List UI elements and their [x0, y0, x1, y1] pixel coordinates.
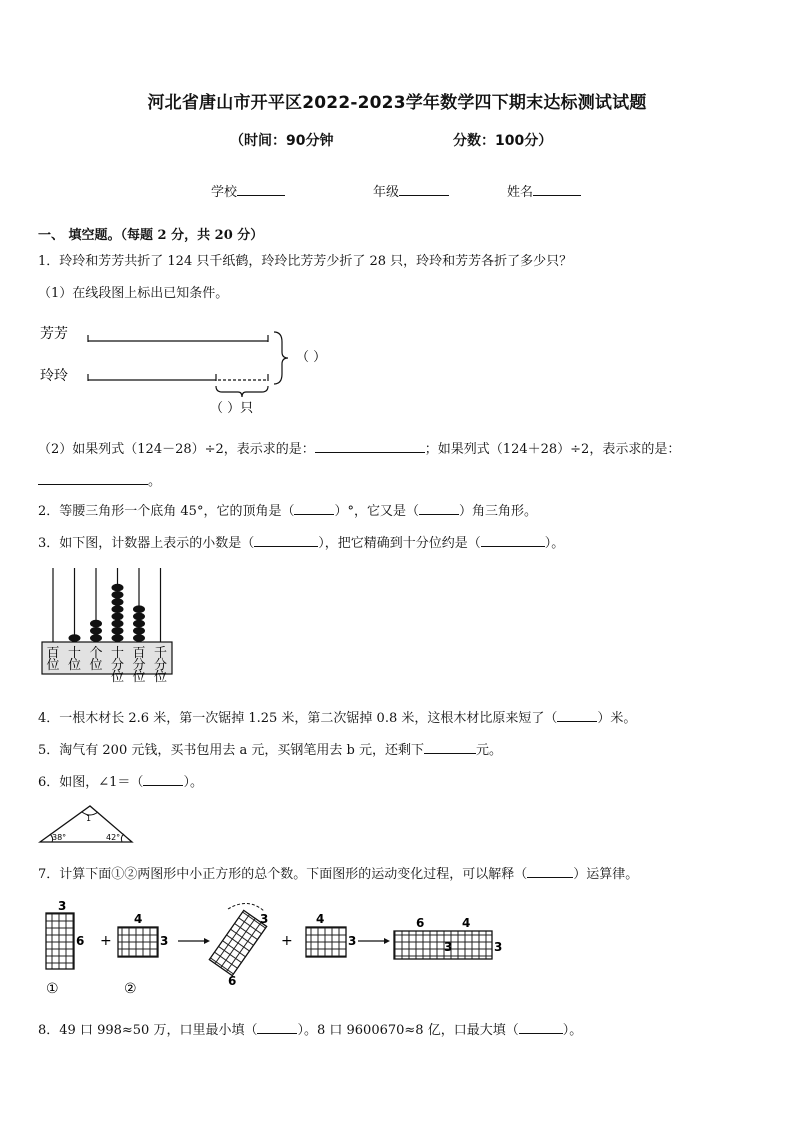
- abacus-place-label: 百: [46, 646, 60, 661]
- abacus-bead: [112, 605, 124, 613]
- abacus-bead: [133, 613, 145, 621]
- question-1-sub1: （1）在线段图上标出已知条件。: [38, 286, 229, 301]
- q3-part-b: ），把它精确到十分位约是（: [318, 536, 481, 551]
- question-7: [38, 863, 638, 882]
- q7-part-b: ）运算律。: [573, 867, 639, 882]
- q8-blank-2[interactable]: [519, 1021, 563, 1034]
- q1-sub2-part-b: ；如果列式（124＋28）÷2，表示求的是：: [424, 442, 681, 457]
- abacus-place-label: 千: [153, 646, 168, 661]
- question-4: [38, 707, 636, 726]
- school-label: 学校: [211, 185, 238, 200]
- abacus-bead: [112, 598, 124, 606]
- q1-blank-1[interactable]: [315, 440, 425, 453]
- abacus-place-label: 百: [132, 646, 146, 661]
- abacus-bead: [90, 627, 102, 635]
- abacus-place-label: 位: [153, 670, 168, 685]
- figure-1-label: ①: [46, 981, 59, 997]
- rotation-arrow: [228, 903, 264, 911]
- abacus-place-label: 分: [110, 658, 125, 673]
- total-paren: （ ）: [296, 350, 327, 365]
- abacus-bead: [133, 605, 145, 613]
- q5-part-a: 5．淘气有 200 元钱，买书包用去 a 元，买钢笔用去 b 元，还剩下: [38, 743, 424, 758]
- abacus-place-label: 位: [46, 658, 60, 673]
- q6-part-a: 6．如图，∠1＝（: [38, 775, 144, 790]
- name-field[interactable]: [507, 181, 581, 200]
- q7-blank[interactable]: [527, 865, 573, 878]
- figure-2-copy-grid: [306, 927, 346, 957]
- abacus-bead: [112, 634, 124, 642]
- abacus-bead: [112, 584, 124, 592]
- section-heading: 一、 填空题。（每题 2 分，共 20 分）: [38, 228, 264, 243]
- rot-label-6: 6: [228, 974, 237, 988]
- abacus-bead: [133, 620, 145, 628]
- square-count-figure: [38, 893, 518, 1003]
- abacus-bead: [69, 634, 81, 642]
- combined-mid-label: 3: [444, 940, 453, 954]
- q2-part-c: ）角三角形。: [458, 504, 537, 519]
- question-3: [38, 532, 564, 551]
- abacus-bead: [112, 627, 124, 635]
- total-brace: [274, 332, 288, 384]
- abacus-place-label: 位: [132, 670, 146, 685]
- abacus-bead: [90, 620, 102, 628]
- q2-blank-2[interactable]: [419, 502, 459, 515]
- triangle-figure: [38, 800, 138, 846]
- question-1-text: 1．玲玲和芳芳共折了 124 只千纸鹤，玲玲比芳芳少折了 28 只，玲玲和芳芳各折了多少只？: [38, 254, 573, 269]
- abacus-place-label: 十: [67, 646, 82, 661]
- question-1-sub2-cont: [38, 470, 161, 489]
- grade-label: 年级: [373, 185, 400, 200]
- question-2: [38, 500, 537, 519]
- q2-blank-1[interactable]: [294, 502, 334, 515]
- q2-part-b: ）°，它又是（: [334, 504, 419, 519]
- fig1-width-label: 3: [58, 899, 67, 913]
- combined-label-6: 6: [416, 916, 425, 930]
- combined-grid: [394, 931, 492, 959]
- angle-left-label: 38°: [52, 833, 67, 842]
- q4-part-a: 4．一根木材长 2.6 米，第一次锯掉 1.25 米，第二次锯掉 0.8 米，这根木材比原来短了（: [38, 711, 558, 726]
- school-blank[interactable]: [237, 183, 285, 196]
- abacus-bead: [133, 627, 145, 635]
- combined-label-4: 4: [462, 916, 471, 930]
- plus-sign-1: +: [100, 933, 112, 949]
- abacus-bead: [133, 634, 145, 642]
- abacus-place-label: 分: [132, 658, 146, 673]
- difference-paren: （ ）只: [210, 401, 254, 416]
- q8-part-a: 8．49 口 998≈50 万，口里最小填（: [38, 1023, 258, 1038]
- fig2-width-label: 4: [134, 912, 143, 926]
- abacus-place-label: 位: [89, 658, 103, 673]
- school-field[interactable]: [211, 181, 285, 200]
- line-segment-diagram: [38, 318, 378, 418]
- question-6: [38, 771, 203, 790]
- q5-blank[interactable]: [424, 741, 476, 754]
- q4-part-b: ）米。: [597, 711, 637, 726]
- abacus-bead: [112, 591, 124, 599]
- q1-sub2-part-a: （2）如果列式（124－28）÷2，表示求的是：: [38, 442, 315, 457]
- q3-blank-2[interactable]: [481, 534, 545, 547]
- exam-time: （时间：90分钟: [230, 133, 334, 149]
- q3-part-c: ）。: [544, 536, 565, 551]
- q1-blank-2[interactable]: [38, 472, 148, 485]
- q7-part-a: 7．计算下面①②两图形中小正方形的总个数。下面图形的运动变化过程，可以解释（: [38, 867, 528, 882]
- abacus-place-label: 个: [89, 646, 103, 661]
- label-fangfang: 芳芳: [40, 326, 68, 342]
- abacus-place-label: 十: [110, 646, 125, 661]
- q3-part-a: 3．如下图，计数器上表示的小数是（: [38, 536, 255, 551]
- exam-score: 分数：100分）: [453, 133, 553, 149]
- abacus-bead: [90, 634, 102, 642]
- q4-blank[interactable]: [557, 709, 597, 722]
- q8-blank-1[interactable]: [257, 1021, 297, 1034]
- name-label: 姓名: [507, 185, 534, 200]
- q1-sub2-end: 。: [148, 474, 162, 489]
- abacus-base: [42, 642, 172, 674]
- arrow-2-head: [384, 938, 390, 944]
- question-5: [38, 739, 502, 758]
- fig1-height-label: 6: [76, 934, 85, 948]
- plus-sign-2: +: [281, 933, 293, 949]
- arrow-1-head: [204, 938, 210, 944]
- q8-part-c: ）。: [562, 1023, 583, 1038]
- fig2b-height-label: 3: [348, 934, 357, 948]
- abacus-bead: [112, 613, 124, 621]
- angle-1-label: 1: [86, 814, 92, 823]
- figure-2-grid: [118, 927, 158, 957]
- q5-part-b: 元。: [475, 743, 502, 758]
- angle-right-label: 42°: [106, 833, 121, 842]
- grade-blank[interactable]: [399, 183, 449, 196]
- figure-2-label: ②: [124, 981, 137, 997]
- abacus: [38, 562, 178, 694]
- q3-blank-1[interactable]: [254, 534, 318, 547]
- q6-blank[interactable]: [143, 773, 183, 786]
- q6-part-b: ）。: [183, 775, 203, 790]
- label-lingling: 玲玲: [40, 368, 68, 384]
- page-title: 河北省唐山市开平区2022-2023学年数学四下期末达标测试试题: [147, 93, 647, 113]
- question-8: [38, 1019, 582, 1038]
- abacus-place-label: 分: [153, 658, 168, 673]
- q2-part-a: 2．等腰三角形一个底角 45°，它的顶角是（: [38, 504, 295, 519]
- figure-1-grid: [46, 913, 74, 969]
- name-blank[interactable]: [533, 183, 581, 196]
- abacus-place-label: 位: [110, 670, 125, 685]
- abacus-bead: [112, 620, 124, 628]
- rotating-figure: [209, 910, 269, 975]
- rot-label-3: 3: [260, 912, 269, 926]
- grade-field[interactable]: [373, 181, 449, 200]
- question-1-sub2: [38, 438, 680, 457]
- fig2b-width-label: 4: [316, 912, 325, 926]
- difference-brace: [216, 386, 268, 397]
- abacus-place-label: 位: [67, 658, 82, 673]
- combined-height-label: 3: [494, 940, 503, 954]
- fig2-height-label: 3: [160, 934, 169, 948]
- q8-part-b: ）。8 口 9600670≈8 亿，口最大填（: [297, 1023, 519, 1038]
